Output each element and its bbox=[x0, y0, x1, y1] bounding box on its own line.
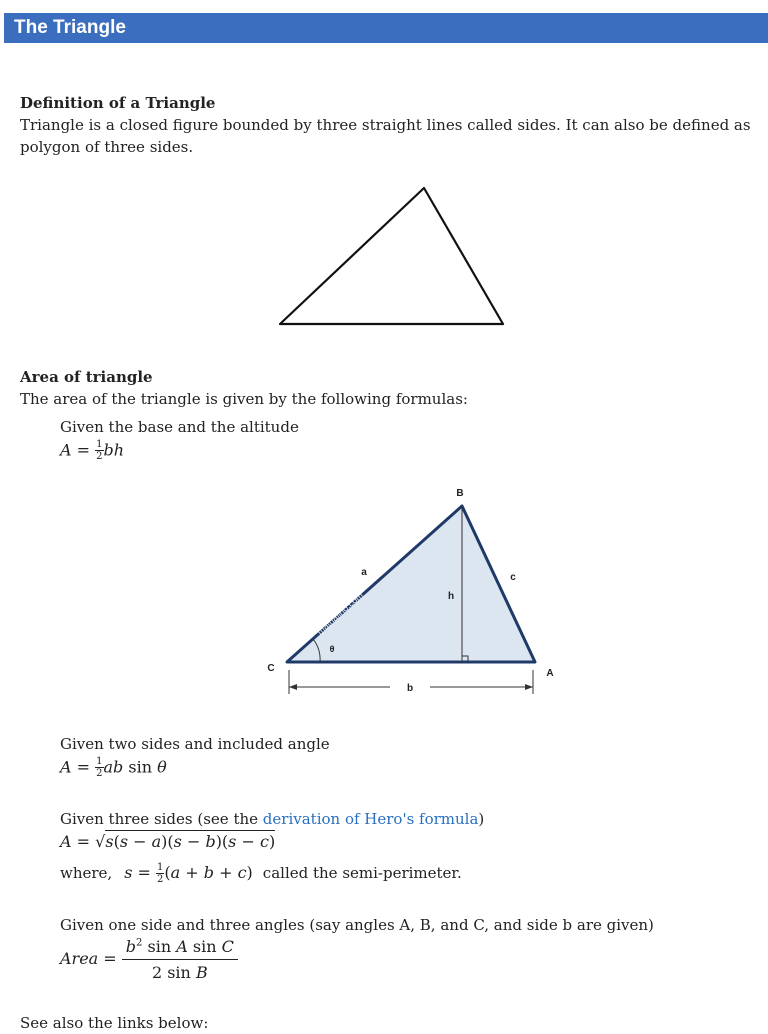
side-label-c: c bbox=[510, 572, 516, 583]
plain-triangle bbox=[280, 188, 503, 324]
definition-text-line2: polygon of three sides. bbox=[20, 138, 194, 156]
heros-formula-link[interactable]: derivation of Hero's formula bbox=[262, 810, 479, 828]
area-heading: Area of triangle bbox=[20, 368, 153, 386]
formula-one-side-angles: Area = $\frac{b^2 \sin A \sin C}{\text{2 sin B}}$ bbox=[60, 937, 238, 982]
vertex-label-a: A bbox=[546, 668, 554, 679]
dimension-arrow-left bbox=[289, 684, 297, 690]
see-also-text: See also the links below: bbox=[20, 1014, 209, 1032]
case-two-sides-label: Given two sides and included angle bbox=[60, 735, 330, 753]
definition-text-line1: Triangle is a closed figure bounded by three straight lines called sides. It can also be defined as bbox=[20, 116, 751, 134]
where-label: where, bbox=[60, 864, 113, 882]
semi-perimeter-line bbox=[60, 862, 462, 885]
formula-two-sides: A = $\frac{1}{2}$ ab sin θ bbox=[60, 756, 167, 779]
semi-perimeter-text: called the semi-perimeter. bbox=[262, 864, 462, 882]
formula-base-altitude: A = $\frac{1}{2}$ bh bbox=[60, 439, 125, 462]
angle-label: θ bbox=[329, 644, 335, 654]
case-three-sides-suffix: ) bbox=[478, 810, 485, 828]
shaded-triangle bbox=[287, 506, 535, 662]
case-one-side-label: Given one side and three angles (say angles A, B, and C, and side b are given) bbox=[60, 916, 654, 934]
side-label-b: b bbox=[406, 683, 414, 694]
page-header bbox=[4, 13, 768, 43]
vertex-label-b: B bbox=[456, 488, 464, 499]
case-three-sides-label bbox=[60, 808, 484, 830]
side-label-a: a bbox=[361, 567, 367, 578]
area-intro: The area of the triangle is given by the following formulas: bbox=[20, 390, 468, 408]
height-label: h bbox=[447, 591, 455, 602]
plain-triangle-figure bbox=[270, 180, 520, 335]
case-three-sides-prefix: Given three sides (see the bbox=[60, 810, 263, 828]
page-title: The Triangle bbox=[14, 17, 126, 38]
triangle-area-diagram bbox=[260, 480, 570, 705]
formula-semi-perimeter: s = $\frac{1}{2}$ (a + b + c) bbox=[124, 861, 253, 885]
watermark: mathalino.com bbox=[314, 589, 365, 637]
definition-heading: Definition of a Triangle bbox=[20, 94, 216, 112]
vertex-label-c: C bbox=[267, 663, 275, 674]
case-base-altitude-label: Given the base and the altitude bbox=[60, 418, 299, 436]
dimension-arrow-right bbox=[525, 684, 533, 690]
formula-herons: A = √s(s − a)(s − b)(s − c) bbox=[60, 832, 276, 851]
